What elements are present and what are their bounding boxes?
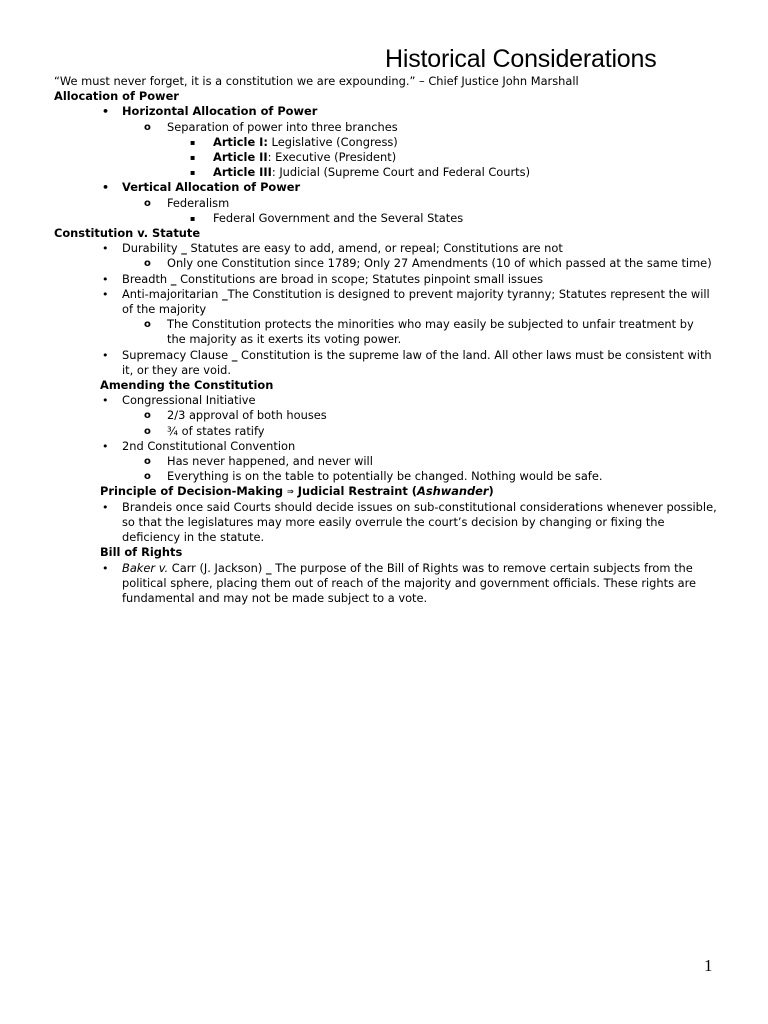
article-2-label: Article II <box>213 150 268 165</box>
list-item <box>54 408 724 423</box>
article-1-text: Legislative (Congress) <box>267 134 398 149</box>
heading-principle <box>54 484 724 499</box>
page-number: 1 <box>704 956 713 975</box>
document-body <box>54 74 724 606</box>
list-item <box>54 104 724 119</box>
item-two-thirds: 2/3 approval of both houses <box>167 408 327 423</box>
list-item <box>54 241 724 256</box>
bullet-marker: • <box>102 105 110 119</box>
bullet-marker: • <box>102 272 109 286</box>
circle-marker: o <box>144 471 151 483</box>
list-item <box>54 272 724 287</box>
list-item <box>54 180 724 195</box>
list-item <box>54 439 724 454</box>
dash-marker: _ <box>181 241 187 256</box>
square-marker: ▪ <box>190 213 196 223</box>
item-vertical: Vertical Allocation of Power <box>122 180 301 195</box>
supremacy-text: Constitution is the supreme law of the land. All other laws must be consistent with it, or they are void. <box>122 347 712 377</box>
list-item <box>54 317 724 347</box>
item-convention: 2nd Constitutional Convention <box>122 438 296 453</box>
dash-marker: _ <box>170 271 177 286</box>
case-name-italic: Baker v. <box>122 560 169 575</box>
item-three-quarters: ¾ of states ratify <box>167 423 265 438</box>
circle-marker: o <box>144 319 151 331</box>
anti-text: The Constitution is designed to prevent majority tyranny; Statutes represent the will of the majority <box>122 286 710 317</box>
item-everything: Everything is on the table to potentially be changed. Nothing would be safe. <box>167 469 603 484</box>
circle-marker: o <box>144 410 151 422</box>
list-item <box>54 196 724 211</box>
page-title: Historical Considerations <box>385 45 657 73</box>
anti-sub: The Constitution protects the minorities who may easily be subjected to unfair treatment by the majority as it exerts its voting power. <box>167 317 694 347</box>
item-brandeis: Brandeis once said Courts should decide issues on sub-constitutional considerations whenever possible, so that the legislatures may more easily overrule the court’s decision by changing or fixing the deficiency in the statute. <box>122 499 717 545</box>
list-item <box>54 500 724 546</box>
list-item <box>54 120 724 135</box>
circle-marker: o <box>144 121 151 133</box>
principle-heading-mid: Judicial Restraint ( <box>293 484 417 499</box>
breadth-text: Constitutions are broad in scope; Statutes pinpoint small issues <box>176 271 544 286</box>
bullet-marker: • <box>102 439 109 453</box>
bullet-marker: • <box>102 394 109 408</box>
marshall-quote: “We must never forget, it is a constitution we are expounding.” – Chief Justice John Marshall <box>54 74 579 88</box>
list-item <box>54 348 724 378</box>
heading-constitution-statute: Constitution v. Statute <box>54 226 201 241</box>
circle-marker: o <box>144 425 151 437</box>
anti-label: Anti-majoritarian <box>122 286 219 301</box>
heading-bill-of-rights: Bill of Rights <box>100 545 183 560</box>
item-separation: Separation of power into three branches <box>167 119 398 134</box>
dash-marker: _ <box>221 286 228 301</box>
article-2-text: : Executive (President) <box>267 150 397 165</box>
dash-marker: _ <box>265 560 272 575</box>
durability-label: Durability <box>122 241 178 256</box>
bullet-marker: • <box>102 242 109 256</box>
circle-marker: o <box>144 456 151 468</box>
arrow-icon: ⇒ <box>287 487 294 497</box>
item-never: Has never happened, and never will <box>167 454 373 469</box>
list-item <box>54 150 724 165</box>
principle-heading-pre: Principle of Decision-Making <box>100 484 288 499</box>
square-marker: ▪ <box>190 168 196 178</box>
principle-heading-case: Ashwander <box>417 484 489 499</box>
bullet-marker: • <box>102 561 109 575</box>
list-item <box>54 454 724 469</box>
square-marker: ▪ <box>190 153 196 163</box>
principle-heading-post: ) <box>488 484 494 499</box>
list-item <box>54 256 724 271</box>
item-federalism: Federalism <box>167 195 230 210</box>
item-horizontal: Horizontal Allocation of Power <box>122 104 318 119</box>
list-item <box>54 424 724 439</box>
item-fed-states: Federal Government and the Several States <box>213 210 464 225</box>
supremacy-label: Supremacy Clause <box>122 347 229 362</box>
bullet-marker: • <box>102 500 109 514</box>
list-item <box>54 211 724 226</box>
dash-marker: _ <box>231 347 238 362</box>
circle-marker: o <box>144 258 151 270</box>
list-item <box>54 469 724 484</box>
heading-allocation: Allocation of Power <box>54 89 179 104</box>
durability-text: Statutes are easy to add, amend, or repeal; Constitutions are not <box>186 241 563 256</box>
bullet-marker: • <box>102 287 109 301</box>
article-3-text: : Judicial (Supreme Court and Federal Courts) <box>271 165 531 180</box>
list-item <box>54 135 724 150</box>
list-item <box>54 561 724 607</box>
bullet-marker: • <box>102 181 110 195</box>
article-3-label: Article III <box>213 165 272 180</box>
list-item <box>54 165 724 180</box>
heading-amending: Amending the Constitution <box>100 378 274 393</box>
article-1-label: Article I: <box>213 134 268 149</box>
item-congressional: Congressional Initiative <box>122 393 256 408</box>
list-item <box>54 393 724 408</box>
durability-sub: Only one Constitution since 1789; Only 27 Amendments (10 of which passed at the same time) <box>167 256 712 271</box>
case-name-rest: Carr (J. Jackson) <box>168 560 266 575</box>
bullet-marker: • <box>102 348 109 362</box>
square-marker: ▪ <box>190 137 196 147</box>
item-bill-of-rights: The purpose of the Bill of Rights was to remove certain subjects from the political sphere, placing them out of reach of the majority and government officials. These rights are fundamental and may not be made subject to a vote. <box>122 560 697 605</box>
list-item <box>54 287 724 317</box>
circle-marker: o <box>144 197 151 209</box>
breadth-label: Breadth <box>122 271 168 286</box>
